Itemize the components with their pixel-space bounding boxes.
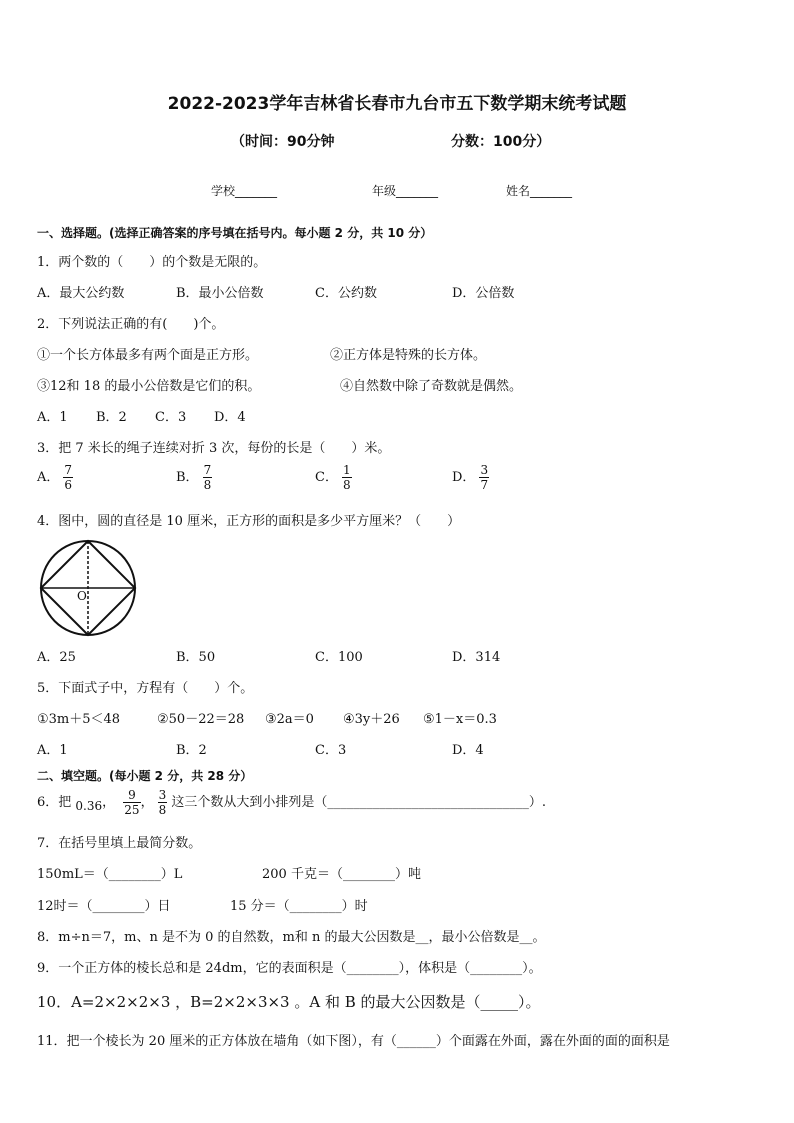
expression: ①3m＋5＜48	[37, 712, 121, 727]
option-label: B．	[176, 470, 199, 485]
statement: ②正方体是特殊的长方体。	[330, 348, 487, 363]
option-b: B．最小公倍数	[176, 286, 264, 301]
expression: ④3y＋26	[343, 712, 400, 727]
section-heading: 一、选择题。(选择正确答案的序号填在括号内。每小题 2 分，共 10 分）	[37, 226, 433, 240]
numerator: 3	[158, 788, 167, 802]
exam-score: 分数：100分）	[451, 134, 551, 150]
statement: ①一个长方体最多有两个面是正方形。	[37, 348, 259, 363]
option-b: B．2	[96, 410, 127, 425]
numerator: 1	[342, 463, 351, 477]
numerator: 3	[480, 463, 489, 477]
q6-prefix: 6．把	[37, 795, 72, 810]
question-stem: 5．下面式子中，方程有（ ）个。	[37, 681, 254, 696]
denominator: 7	[480, 478, 489, 492]
question-9: 9．一个正方体的棱长总和是 24dm，它的表面积是（________），体积是（________）。	[37, 961, 542, 976]
option-d: D．4	[214, 410, 246, 425]
option-d: D．公倍数	[452, 286, 515, 301]
grade-field: 年级_______	[372, 184, 439, 198]
question-10: 10．A=2×2×2×3 ，B=2×2×3×3 。A 和 B 的最大公因数是（_____）。	[37, 993, 541, 1011]
question-stem: 7．在括号里填上最简分数。	[37, 836, 202, 851]
option-c: C．公约数	[315, 286, 377, 301]
name-field: 姓名_______	[506, 184, 573, 198]
option-b: B．2	[176, 743, 207, 758]
fraction	[63, 463, 73, 492]
blank-item: 12时＝（________）日	[37, 899, 171, 914]
option-c	[315, 463, 352, 492]
option-b	[176, 463, 212, 492]
exam-time: （时间：90分钟	[231, 134, 335, 150]
option-d: D．4	[452, 743, 484, 758]
option-a: A．25	[37, 650, 76, 665]
numerator: 7	[203, 463, 212, 477]
option-c: C．3	[315, 743, 347, 758]
fraction	[342, 463, 352, 492]
question-6: 6．把 0.36， $\frac{9}{25}$ ， $\frac{3}{8}$ 这三个数从大到小排列是（_______________________________）.	[37, 788, 547, 817]
option-c: C．100	[315, 650, 363, 665]
question-stem: 2．下列说法正确的有( )个。	[37, 317, 225, 332]
option-a: A．1	[37, 743, 68, 758]
denominator: 8	[158, 803, 167, 817]
page-title: 2022-2023学年吉林省长春市九台市五下数学期末统考试题	[167, 94, 627, 114]
circle-square-figure	[36, 536, 140, 640]
expression: ⑤1－x＝0.3	[423, 712, 497, 727]
fraction	[123, 788, 140, 817]
numerator: 7	[64, 463, 73, 477]
school-field: 学校_______	[211, 184, 278, 198]
fraction	[158, 788, 168, 817]
option-b: B．50	[176, 650, 216, 665]
question-8: 8．m÷n＝7，m、n 是不为 0 的自然数，m和 n 的最大公因数是__，最小公倍数是__。	[37, 930, 546, 945]
section-heading: 二、填空题。(每小题 2 分，共 28 分）	[37, 769, 253, 783]
denominator: 8	[342, 478, 351, 492]
expression: ②50－22＝28	[157, 712, 245, 727]
question-stem: 3．把 7 米长的绳子连续对折 3 次，每份的长是（ ）米。	[37, 441, 391, 456]
question-stem: 4．图中，圆的直径是 10 厘米，正方形的面积是多少平方厘米？（ ）	[37, 514, 461, 529]
expression: ③2a＝0	[265, 712, 314, 727]
question-stem: 1．两个数的（ ）的个数是无限的。	[37, 255, 267, 270]
option-label: D．	[452, 470, 476, 485]
denominator: 8	[203, 478, 212, 492]
option-a: A．1	[37, 410, 68, 425]
option-label: A．	[37, 470, 60, 485]
center-label: O	[77, 589, 87, 603]
fraction	[203, 463, 213, 492]
option-c: C．3	[155, 410, 187, 425]
option-d: D．314	[452, 650, 501, 665]
option-label: C．	[315, 470, 338, 485]
statement: ③12和 18 的最小公倍数是它们的积。	[37, 379, 261, 394]
denominator: 25	[124, 803, 140, 817]
numerator: 9	[123, 788, 140, 803]
option-d	[452, 463, 489, 492]
denominator: 6	[64, 478, 73, 492]
blank-item: 200 千克＝（________）吨	[262, 867, 421, 882]
option-a	[37, 463, 73, 492]
statement: ④自然数中除了奇数就是偶然。	[340, 379, 523, 394]
option-a: A．最大公约数	[37, 286, 125, 301]
blank-item: 15 分＝（________）时	[230, 899, 368, 914]
q6-suffix: 这三个数从大到小排列是（_______________________________）.	[171, 795, 547, 810]
repeating-decimal: 0.36	[75, 799, 103, 813]
blank-item: 150mL＝（________）L	[37, 867, 183, 882]
fraction	[479, 463, 489, 492]
question-11: 11．把一个棱长为 20 厘米的正方体放在墙角（如下图），有（______）个面露在外面，露在外面的面的面积是	[37, 1034, 670, 1049]
